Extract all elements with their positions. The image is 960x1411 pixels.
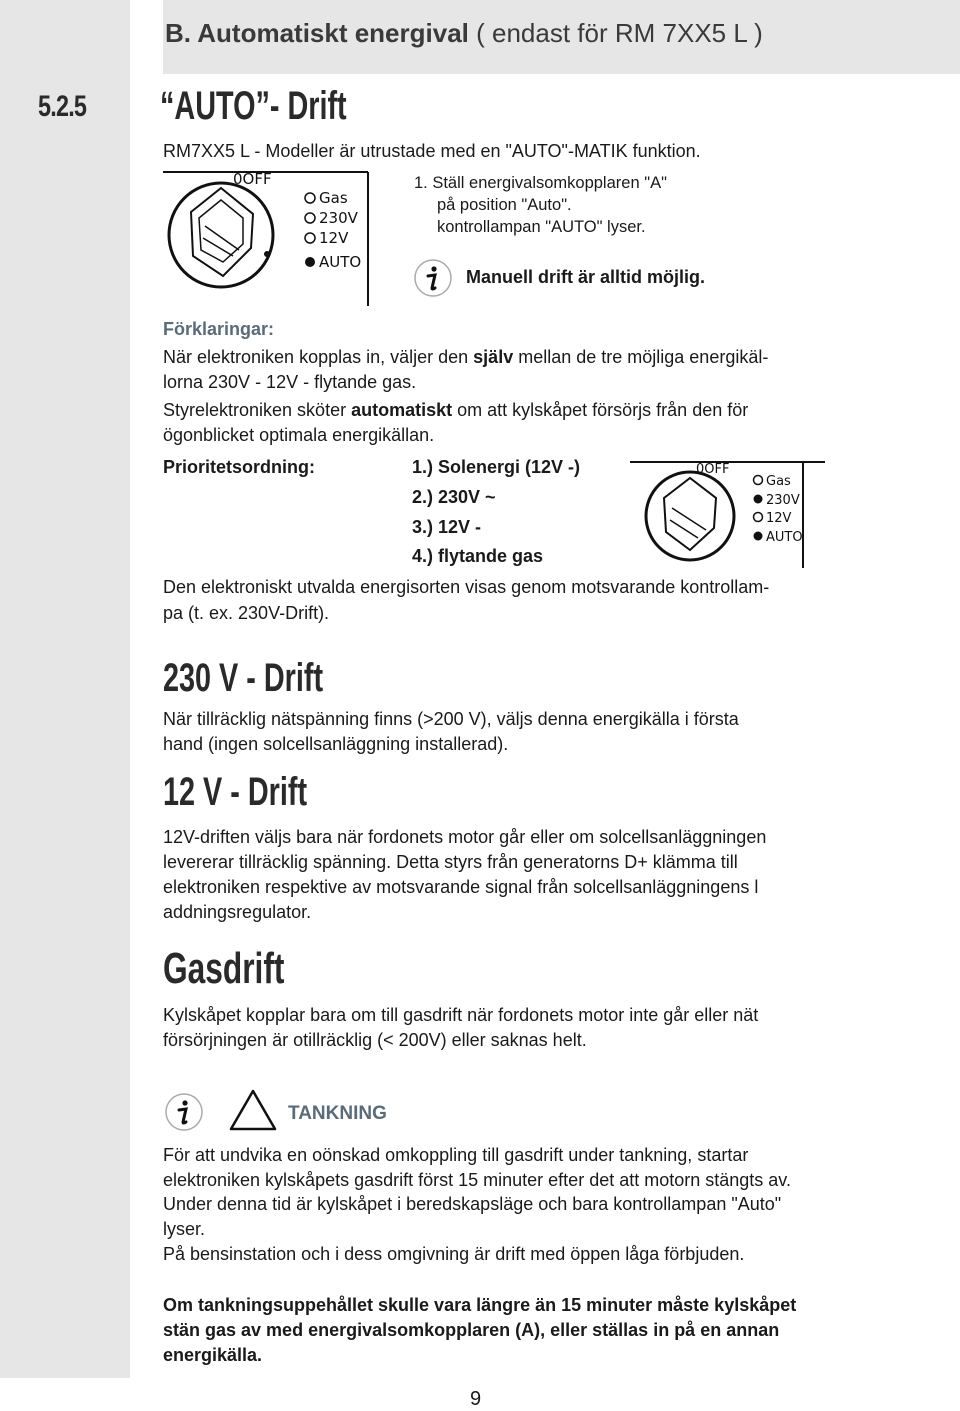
tankning-line2: elektroniken kylskåpets gasdrift först 15 minuter efter det att motorn stängts av.	[163, 1170, 791, 1190]
priority-label: Prioritetsordning:	[163, 457, 315, 477]
energy-selector-diagram	[163, 170, 378, 308]
tankning-line5: På bensinstation och i dess omgivning är drift med öppen låga förbjuden.	[163, 1244, 745, 1264]
svg-text:0OFF: 0OFF	[233, 170, 272, 188]
priority-item: 2.) 230V ~	[412, 487, 496, 507]
section-title: “AUTO”- Drift	[160, 84, 347, 128]
intro-text: RM7XX5 L - Modeller är utrustade med en "AUTO"-MATIK funktion.	[163, 141, 701, 161]
manual-note: Manuell drift är alltid möjlig.	[466, 267, 706, 287]
gasdrift-title: Gasdrift	[163, 944, 285, 993]
diagram2-option-auto: AUTO	[766, 530, 803, 545]
diagram2-option-gas: Gas	[766, 474, 791, 489]
drift-230-line1: När tillräcklig nätspänning finns (>200 V), väljs denna energikälla i första	[163, 709, 739, 729]
step-line-2: på position "Auto".	[437, 196, 572, 214]
explanations-heading: Förklaringar:	[163, 319, 275, 339]
gasdrift-line1: Kylskåpet kopplar bara om till gasdrift när fordonets motor inte går eller nät	[163, 1005, 759, 1025]
tankning-bold-line1: Om tankningsuppehållet skulle vara längre än 15 minuter måste kylskåpet	[163, 1295, 797, 1315]
explanations-p2-line2: ögonblicket optimala energikällan.	[163, 425, 435, 445]
drift-12-line4: addningsregulator.	[163, 902, 312, 922]
gasdrift-line2: försörjningen är otillräcklig (< 200V) eller saknas helt.	[163, 1030, 587, 1050]
info-icon	[164, 1092, 204, 1132]
explanations-p2-line1: Styrelektroniken sköter automatiskt om att kylskåpet försörjs från den för	[163, 400, 749, 420]
diagram2-off-label: 0OFF	[696, 462, 730, 477]
diagram-option-12v: 12V	[319, 229, 349, 247]
diagram-option-auto: AUTO	[319, 253, 362, 271]
step-line-1: 1. Ställ energivalsomkopplaren "A"	[414, 174, 667, 192]
header-title-normal: ( endast för RM 7XX5 L )	[476, 18, 763, 48]
diagram-option-230v: 230V	[319, 209, 358, 227]
header-title-bold: B. Automatiskt energival	[165, 18, 469, 48]
page-number: 9	[470, 1388, 482, 1410]
priority-item: 3.) 12V -	[412, 517, 482, 537]
warning-triangle-icon	[228, 1088, 278, 1132]
priority-item: 4.) flytande gas	[412, 546, 544, 566]
explanations-p1-line1: När elektroniken kopplas in, väljer den själv mellan de tre möjliga energikäl-	[163, 347, 769, 367]
tankning-heading: TANKNING	[288, 1103, 387, 1124]
tankning-bold-line3: energikälla.	[163, 1345, 263, 1365]
display-note-line2: pa (t. ex. 230V-Drift).	[163, 603, 330, 623]
energy-selector-diagram-230v	[630, 458, 828, 570]
diagram-option-gas: Gas	[319, 189, 348, 207]
drift-12-line3: elektroniken respektive av motsvarande signal från solcellsanläggningens l	[163, 877, 759, 897]
drift-12-line1: 12V-driften väljs bara när fordonets motor går eller om solcellsanläggningen	[163, 827, 767, 847]
tankning-line4: lyser.	[163, 1219, 206, 1239]
priority-item: 1.) Solenergi (12V -)	[412, 457, 581, 477]
step-line-3: kontrollampan "AUTO" lyser.	[437, 218, 646, 236]
section-number: 5.2.5	[38, 90, 87, 123]
page-header-title	[165, 18, 763, 49]
diagram2-option-12v: 12V	[766, 511, 792, 526]
tankning-line3: Under denna tid är kylskåpet i beredskapsläge och bara kontrollampan "Auto"	[163, 1194, 782, 1214]
tankning-line1: För att undvika en oönskad omkoppling till gasdrift under tankning, startar	[163, 1145, 749, 1165]
drift-12-line2: levererar tillräcklig spänning. Detta styrs från generatorns D+ klämma till	[163, 852, 738, 872]
diagram2-option-230v: 230V	[766, 493, 800, 508]
info-icon	[413, 258, 453, 298]
left-margin-band	[0, 0, 130, 1378]
drift-230-line2: hand (ingen solcellsanläggning installerad).	[163, 734, 509, 754]
tankning-bold-line2: stän gas av med energivalsomkopplaren (A), eller ställas in på en annan	[163, 1320, 780, 1340]
display-note-line1: Den elektroniskt utvalda energisorten visas genom motsvarande kontrollam-	[163, 577, 770, 597]
explanations-p1-line2: lorna 230V - 12V - flytande gas.	[163, 372, 417, 392]
diagram-off-label	[233, 170, 272, 188]
drift-12-title: 12 V - Drift	[163, 770, 308, 814]
drift-230-title: 230 V - Drift	[163, 656, 324, 700]
